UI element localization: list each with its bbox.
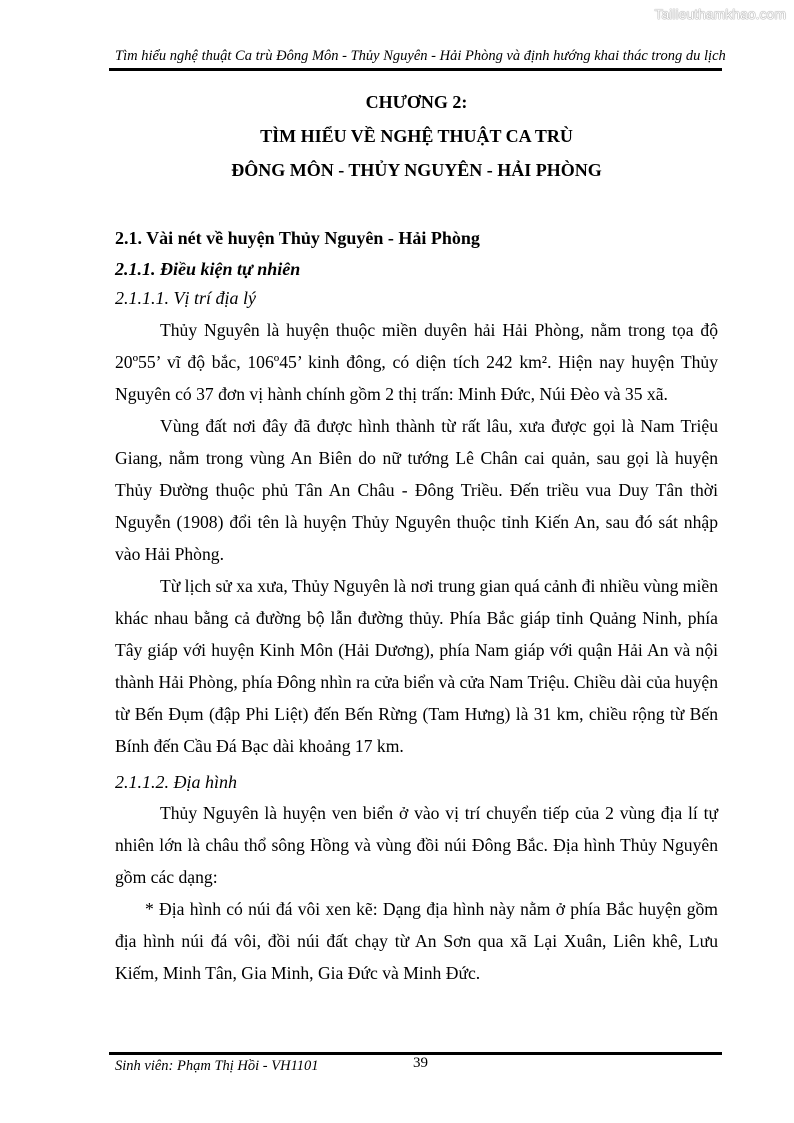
running-header: Tìm hiểu nghệ thuật Ca trù Đông Môn - Thủy Nguyên - Hải Phòng và định hướng khai thác trong du lịch [115, 48, 726, 64]
footer-student: Sinh viên: Phạm Thị Hồi - VH1101 [115, 1058, 319, 1074]
paragraph: * Địa hình có núi đá vôi xen kẽ: Dạng địa hình này nằm ở phía Bắc huyện gồm địa hình núi đá vôi, đồi núi đất chạy từ An Sơn qua xã Lại Xuân, Liên khê, Lưu Kiếm, Minh Tân, Gia Minh, Gia Đức và Minh Đức. [115, 899, 718, 983]
paragraph: Từ lịch sử xa xưa, Thủy Nguyên là nơi trung gian quá cảnh đi nhiều vùng miền khác nhau bằng cả đường bộ lẫn đường thủy. Phía Bắc giáp tỉnh Quảng Ninh, phía Tây giáp với huyện Kinh Môn (Hải Dương), phía Nam giáp với quận Hải An và nội thành Hải Phòng, phía Đông nhìn ra cửa biển và cửa Nam Triệu. Chiều dài của huyện từ Bến Đụm (đập Phi Liệt) đến Bến Rừng (Tam Hưng) là 31 km, chiều rộng từ Bến Bính đến Cầu Đá Bạc dài khoảng 17 km. [115, 576, 718, 756]
chapter-number: CHƯƠNG 2: [365, 92, 468, 112]
header-rule [109, 68, 722, 71]
paragraph: Thủy Nguyên là huyện ven biển ở vào vị trí chuyển tiếp của 2 vùng địa lí tự nhiên lớn là châu thổ sông Hồng và vùng đồi núi Đông Bắc. Địa hình Thủy Nguyên gồm các dạng: [115, 803, 718, 887]
chapter-title-1: TÌM HIỂU VỀ NGHỆ THUẬT CA TRÙ [260, 126, 573, 146]
chapter-title-2: ĐÔNG MÔN - THỦY NGUYÊN - HẢI PHÒNG [231, 160, 602, 180]
paragraph: Vùng đất nơi đây đã được hình thành từ rất lâu, xưa được gọi là Nam Triệu Giang, nằm trong vùng An Biên do nữ tướng Lê Chân cai quản, sau gọi là huyện Thủy Đường thuộc phủ Tân An Châu - Đông Triều. Đến triều vua Duy Tân thời Nguyễn (1908) đổi tên là huyện Thủy Nguyên thuộc tỉnh Kiến An, sau đó sát nhập vào Hải Phòng. [115, 416, 718, 564]
paragraph: Thủy Nguyên là huyện thuộc miền duyên hải Hải Phòng, nằm trong tọa độ 20º55’ vĩ độ bắc, 106º45’ kinh đông, có diện tích 242 km². Hiện nay huyện Thủy Nguyên có 37 đơn vị hành chính gồm 2 thị trấn: Minh Đức, Núi Đèo và 35 xã. [115, 320, 718, 404]
subsubsection-heading: 2.1.1.2. Địa hình [115, 772, 238, 792]
page-number: 39 [413, 1055, 428, 1071]
subsubsection-heading: 2.1.1.1. Vị trí địa lý [115, 288, 256, 308]
section-heading: 2.1. Vài nét về huyện Thủy Nguyên - Hải Phòng [115, 228, 480, 248]
body-text-terrain [115, 797, 718, 989]
subsection-heading: 2.1.1. Điều kiện tự nhiên [115, 259, 301, 279]
body-text-location [115, 314, 718, 762]
watermark: Tailieuthamkhao.com [654, 6, 786, 22]
